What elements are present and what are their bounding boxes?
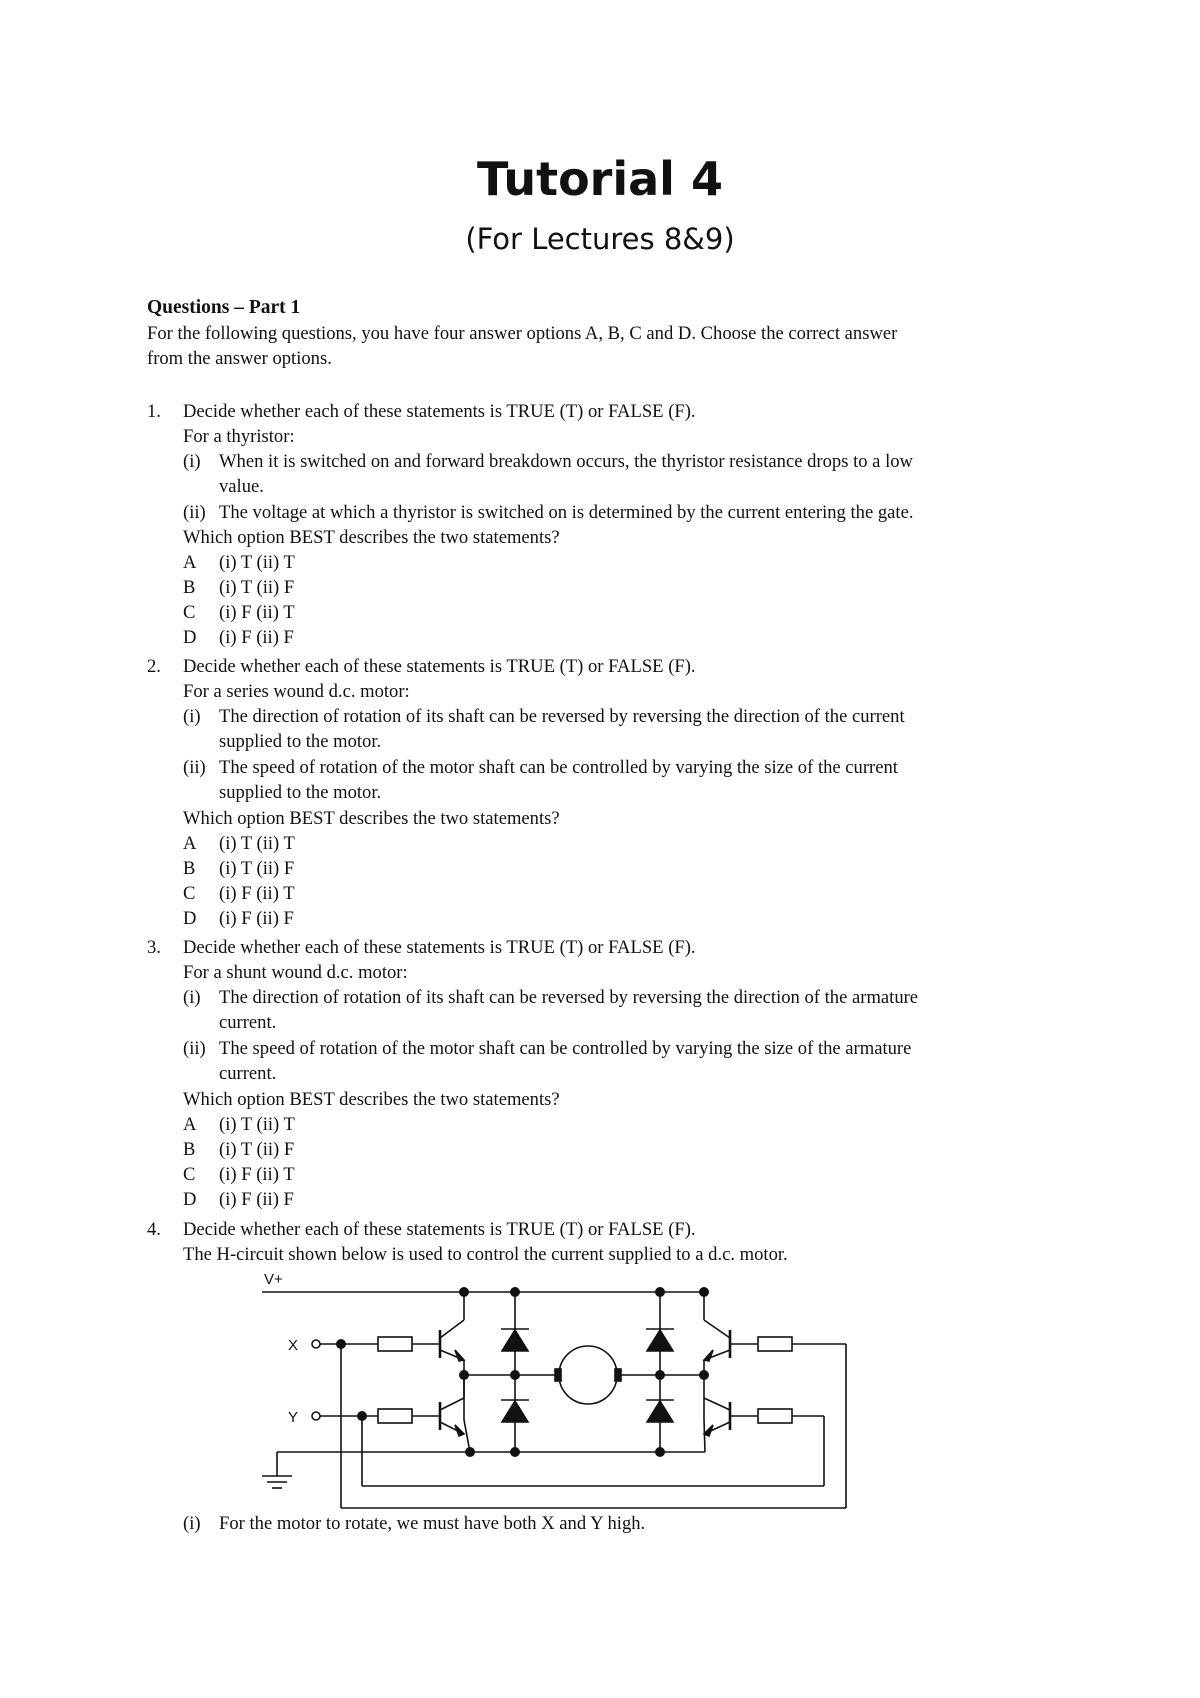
question-number: 1. (147, 401, 161, 422)
diode-icon (501, 1400, 529, 1422)
statement-text: supplied to the motor. (219, 731, 382, 752)
option-text: (i) F (ii) F (219, 908, 294, 929)
statement-label: (i) (183, 706, 201, 727)
option-text: (i) F (ii) T (219, 883, 295, 904)
statement-text: supplied to the motor. (219, 782, 382, 803)
question-context: For a shunt wound d.c. motor: (183, 962, 408, 983)
question-instruction: Which option BEST describes the two statements? (183, 808, 560, 829)
option-text: (i) F (ii) T (219, 602, 295, 623)
option-text: (i) F (ii) T (219, 1164, 295, 1185)
question-context: For a series wound d.c. motor: (183, 681, 410, 702)
input-y-terminal (312, 1412, 320, 1420)
page-subtitle: (For Lectures 8&9) (465, 222, 735, 256)
question-context: For a thyristor: (183, 426, 295, 447)
statement-text: For the motor to rotate, we must have both X and Y high. (219, 1513, 646, 1534)
question-number: 4. (147, 1219, 161, 1240)
transistor-icon (704, 1320, 730, 1361)
option-text: (i) T (ii) F (219, 1139, 295, 1160)
statement-text: When it is switched on and forward breakdown occurs, the thyristor resistance drops to a low (219, 451, 913, 472)
option-text: (i) T (ii) T (219, 1114, 295, 1135)
option-letter: A (183, 552, 197, 573)
option-text: (i) F (ii) F (219, 1189, 294, 1210)
diode-icon (646, 1329, 674, 1351)
transistor-icon (440, 1375, 464, 1436)
ground-icon (262, 1476, 292, 1488)
intro-line-2: from the answer options. (147, 348, 332, 369)
option-letter: B (183, 858, 196, 879)
intro-line-1: For the following questions, you have four answer options A, B, C and D. Choose the correct answer (147, 323, 898, 344)
option-text: (i) T (ii) F (219, 858, 295, 879)
statement-text: The direction of rotation of its shaft can be reversed by reversing the direction of the current (219, 706, 905, 727)
transistor-icon (440, 1320, 464, 1361)
option-letter: C (183, 883, 196, 904)
option-letter: D (183, 908, 197, 929)
statement-label: (ii) (183, 1038, 206, 1059)
statement-text: The speed of rotation of the motor shaft can be controlled by varying the size of the current (219, 757, 898, 778)
input-x-label: X (288, 1337, 299, 1354)
resistor-icon (378, 1337, 412, 1351)
statement-text: The speed of rotation of the motor shaft can be controlled by varying the size of the armature (219, 1038, 912, 1059)
statement-text: current. (219, 1012, 277, 1033)
option-text: (i) T (ii) F (219, 577, 295, 598)
statement-text: current. (219, 1063, 277, 1084)
diode-icon (646, 1400, 674, 1422)
question-prompt: Decide whether each of these statements is TRUE (T) or FALSE (F). (183, 401, 696, 422)
input-x-terminal (312, 1340, 320, 1348)
diode-icon (501, 1329, 529, 1351)
statement-label: (ii) (183, 757, 206, 778)
junction-dots (336, 1287, 709, 1457)
option-letter: C (183, 602, 196, 623)
statement-text: The direction of rotation of its shaft can be reversed by reversing the direction of the armature (219, 987, 919, 1008)
statement-label: (i) (183, 987, 201, 1008)
option-letter: A (183, 833, 197, 854)
question-prompt: Decide whether each of these statements is TRUE (T) or FALSE (F). (183, 937, 696, 958)
statement-label: (ii) (183, 502, 206, 523)
resistor-icon (758, 1409, 792, 1423)
question-prompt: Decide whether each of these statements is TRUE (T) or FALSE (F). (183, 656, 696, 677)
option-letter: B (183, 577, 196, 598)
question-number: 3. (147, 937, 161, 958)
resistor-icon (758, 1337, 792, 1351)
question-prompt: Decide whether each of these statements is TRUE (T) or FALSE (F). (183, 1219, 696, 1240)
question-instruction: Which option BEST describes the two statements? (183, 527, 560, 548)
option-letter: B (183, 1139, 196, 1160)
page-title: Tutorial 4 (477, 152, 723, 206)
statement-label: (i) (183, 451, 201, 472)
option-text: (i) T (ii) T (219, 833, 295, 854)
resistor-icon (378, 1409, 412, 1423)
option-text: (i) F (ii) F (219, 627, 294, 648)
option-letter: C (183, 1164, 196, 1185)
section-heading: Questions – Part 1 (147, 297, 301, 318)
option-text: (i) T (ii) T (219, 552, 295, 573)
question-context: The H-circuit shown below is used to control the current supplied to a d.c. motor. (183, 1244, 788, 1265)
statement-label: (i) (183, 1513, 201, 1534)
question-number: 2. (147, 656, 161, 677)
statement-text: The voltage at which a thyristor is switched on is determined by the current entering the gate. (219, 502, 914, 523)
question-instruction: Which option BEST describes the two statements? (183, 1089, 560, 1110)
transistor-icon (704, 1398, 730, 1436)
option-letter: D (183, 1189, 197, 1210)
option-letter: A (183, 1114, 197, 1135)
statement-text: value. (219, 476, 264, 497)
supply-label: V+ (264, 1271, 283, 1288)
option-letter: D (183, 627, 197, 648)
input-y-label: Y (288, 1409, 299, 1426)
motor-icon (559, 1346, 617, 1404)
